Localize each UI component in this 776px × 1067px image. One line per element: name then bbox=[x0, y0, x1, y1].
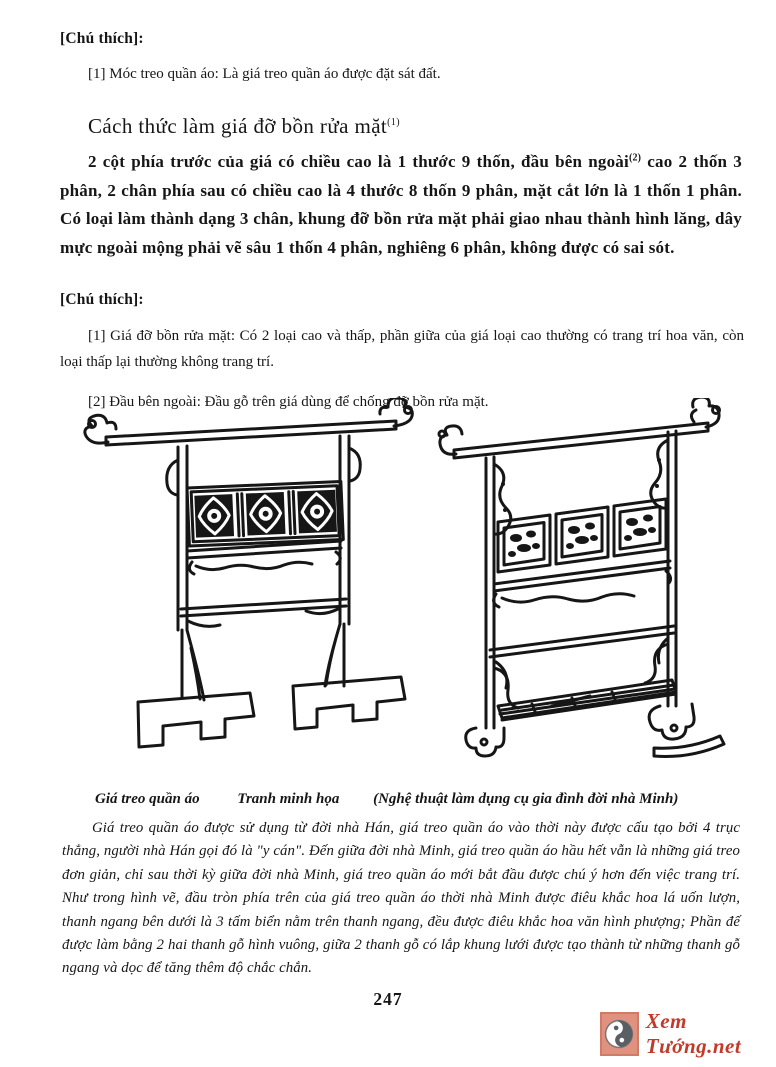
clothes-rack-front-illustration bbox=[78, 398, 420, 758]
watermark-logo-box bbox=[600, 1012, 639, 1056]
footnotes-bottom bbox=[60, 291, 744, 415]
caption-source: (Nghệ thuật làm dụng cụ gia đình đời nhà Minh) bbox=[373, 791, 679, 807]
footnote-heading: [Chú thích]: bbox=[60, 291, 144, 308]
footnote-item: [1] Giá đỡ bồn rửa mặt: Có 2 loại cao và thấp, phần giữa của giá loại cao thường có trang trí hoa văn, còn loại thấp lại thường không trang trí. bbox=[60, 328, 744, 370]
page-number: 247 bbox=[373, 989, 403, 1009]
section-title-superscript: (1) bbox=[387, 117, 401, 128]
main-paragraph-superscript: (2) bbox=[628, 152, 642, 164]
watermark bbox=[600, 1009, 776, 1059]
yin-yang-icon bbox=[602, 1016, 636, 1052]
main-paragraph-part2: cao 2 thốn 3 phân, 2 chân phía sau có chiều cao là 4 thước 8 thốn 9 phân, mặt cắt lớn là 1 thốn 1 phân. Có loại làm thành dạng 3 chân, khung đỡ bồn rửa mặt phải giao nhau thành hình lăng, dây mực ngoài mộng phải vẽ sâu 1 thốn 4 phân, nghiêng 6 phân, không được có sai sót. bbox=[60, 152, 743, 257]
watermark-text: Xem Tướng.net bbox=[645, 1009, 742, 1058]
footnotes-top bbox=[60, 30, 742, 87]
section-title bbox=[88, 114, 400, 139]
main-paragraph bbox=[60, 148, 742, 262]
commentary-paragraph: Giá treo quần áo được sử dụng từ đời nhà Hán, giá treo quần áo vào thời này được cấu tạo bởi 4 trục thẳng, người nhà Hán gọi đó là "y cán". Đến giữa đời nhà Minh, giá treo quần áo hầu hết vẫn là những giá treo đơn giản, chỉ sau thời kỳ giữa đời nhà Minh, giá treo quần áo mới bắt đầu được chú ý hơn đến việc trang trí. Như trong hình vẽ, đầu tròn phía trên của giá treo quần áo thời nhà Minh được điêu khắc hoa lá uốn lượn, thanh ngang bên dưới là 3 tấm biển nằm trên thanh ngang, đều được điêu khắc hoa văn hình phượng; Phần đế được làm bằng 2 hai thanh gỗ hình vuông, giữa 2 thanh gỗ có lắp khung lưới được tạo thành từ những thanh gỗ ngang và dọc để tăng thêm độ chắc chắn. bbox=[62, 820, 740, 977]
figure-illustrations bbox=[78, 398, 738, 776]
figure-caption bbox=[95, 791, 678, 808]
section-title-text: Cách thức làm giá đỡ bồn rửa mặt bbox=[88, 114, 388, 138]
caption-type: Tranh minh họa bbox=[237, 791, 340, 807]
footnote-heading: [Chú thích]: bbox=[60, 30, 144, 47]
footnote-item: [2] Đầu bên ngoài: Đầu gỗ trên giá dùng để chống đỡ bồn rửa mặt. bbox=[88, 394, 489, 410]
clothes-rack-perspective-illustration bbox=[432, 398, 730, 776]
footnote-item: [1] Móc treo quần áo: Là giá treo quần áo được đặt sát đất. bbox=[88, 66, 441, 82]
main-paragraph-part1: 2 cột phía trước của giá có chiều cao là 1 thước 9 thốn, đầu bên ngoài bbox=[88, 152, 629, 171]
caption-subject: Giá treo quần áo bbox=[95, 791, 200, 807]
